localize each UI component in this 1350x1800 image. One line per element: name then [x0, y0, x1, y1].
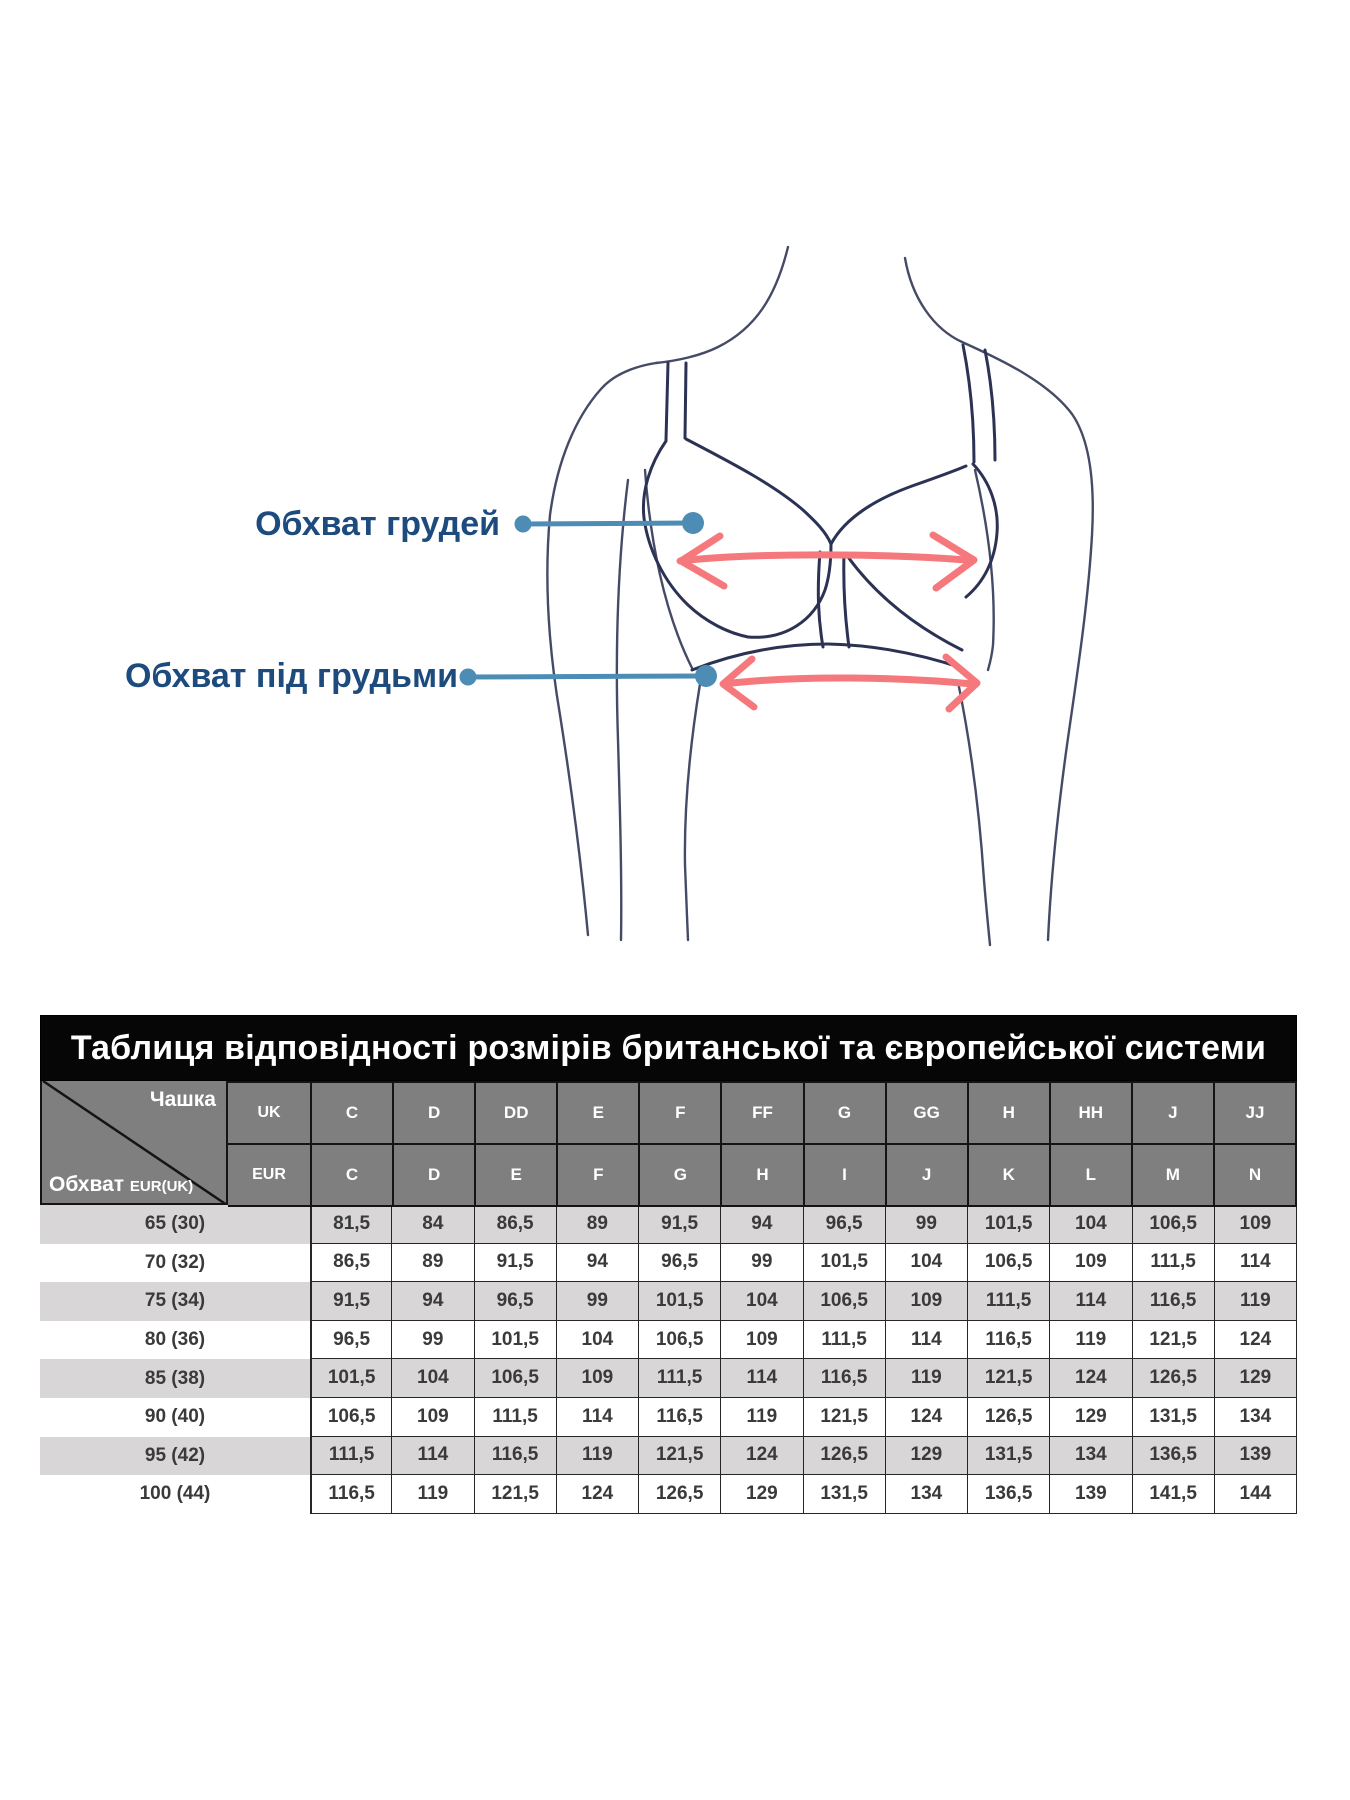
size-cell: 104: [1050, 1205, 1132, 1244]
size-cell: 114: [557, 1398, 639, 1437]
underbust-leader-line: [468, 676, 706, 677]
size-cell: 111,5: [804, 1321, 886, 1360]
table-title: Таблиця відповідності розмірів британської та європейської системи: [40, 1015, 1297, 1081]
uk-cup-cell: HH: [1051, 1083, 1133, 1145]
size-cell: 119: [721, 1398, 803, 1437]
size-cell: 111,5: [475, 1398, 557, 1437]
girth-word-sub: EUR(UK): [129, 1178, 194, 1195]
size-cell: 106,5: [475, 1359, 557, 1398]
body-side-left: [645, 470, 692, 668]
size-cell: 94: [557, 1244, 639, 1283]
corner-cell: [40, 1081, 226, 1205]
uk-cup-cell: C: [312, 1083, 394, 1145]
uk-cup-cell: F: [640, 1083, 722, 1145]
size-cell: 131,5: [1133, 1398, 1215, 1437]
size-cell: 109: [886, 1282, 968, 1321]
size-cell: 104: [721, 1282, 803, 1321]
underbust-leader-start-dot: [460, 669, 477, 686]
table-row: [40, 1205, 1297, 1244]
size-cell: 86,5: [310, 1244, 392, 1283]
uk-cup-cell: JJ: [1215, 1083, 1297, 1145]
size-cell: 104: [886, 1244, 968, 1283]
row-girth-label: 95 (42): [40, 1437, 310, 1476]
size-cell: 104: [557, 1321, 639, 1360]
size-cell: 99: [721, 1244, 803, 1283]
size-cell: 116,5: [310, 1475, 392, 1514]
size-cell: 139: [1050, 1475, 1132, 1514]
neck-right-line: [905, 258, 962, 342]
size-cell: 121,5: [475, 1475, 557, 1514]
eur-cup-cell: J: [887, 1145, 969, 1207]
size-cell: 106,5: [804, 1282, 886, 1321]
bust-leader-start-dot: [515, 516, 532, 533]
size-cell: 111,5: [1133, 1244, 1215, 1283]
size-cell: 124: [557, 1475, 639, 1514]
size-cell: 134: [1215, 1398, 1297, 1437]
waist-left-line: [685, 684, 700, 940]
size-cell: 91,5: [310, 1282, 392, 1321]
bra-strap-right: [963, 345, 995, 462]
eur-cup-cell: K: [969, 1145, 1051, 1207]
row-girth-label: 65 (30): [40, 1205, 310, 1244]
size-cell: 89: [392, 1244, 474, 1283]
row-girth-label: 100 (44): [40, 1475, 310, 1514]
size-cell: 101,5: [475, 1321, 557, 1360]
bra-strap-left: [666, 363, 686, 440]
size-cell: 129: [886, 1437, 968, 1476]
size-cell: 129: [1050, 1398, 1132, 1437]
size-cell: 136,5: [968, 1475, 1050, 1514]
size-cell: 106,5: [1133, 1205, 1215, 1244]
bra-cup-right-bottom: [848, 557, 962, 650]
size-cell: 109: [721, 1321, 803, 1360]
size-cell: 96,5: [639, 1244, 721, 1283]
table-header: [40, 1081, 1297, 1205]
size-cell: 94: [392, 1282, 474, 1321]
eur-cup-cell: H: [722, 1145, 804, 1207]
bra-underband: [692, 644, 962, 670]
size-cell: 126,5: [639, 1475, 721, 1514]
bra-gore-right: [844, 553, 849, 647]
size-cell: 126,5: [1133, 1359, 1215, 1398]
size-cell: 116,5: [968, 1321, 1050, 1360]
size-cell: 81,5: [310, 1205, 392, 1244]
size-cell: 114: [1215, 1244, 1297, 1283]
uk-cup-cell: D: [394, 1083, 476, 1145]
size-cell: 136,5: [1133, 1437, 1215, 1476]
bra-cup-left-outer: [643, 441, 748, 637]
size-cell: 109: [392, 1398, 474, 1437]
system-label-uk: UK: [228, 1083, 312, 1145]
table-row: [40, 1359, 1297, 1398]
girth-word-main: Обхват: [49, 1173, 125, 1196]
size-cell: 121,5: [804, 1398, 886, 1437]
size-cell: 124: [886, 1398, 968, 1437]
size-cell: 119: [1050, 1321, 1132, 1360]
header-grid: [226, 1081, 1297, 1205]
size-cell: 91,5: [639, 1205, 721, 1244]
uk-cup-cell: GG: [887, 1083, 969, 1145]
size-cell: 106,5: [968, 1244, 1050, 1283]
size-cell: 116,5: [1133, 1282, 1215, 1321]
row-girth-label: 80 (36): [40, 1321, 310, 1360]
bust-leader-end-dot: [682, 512, 704, 534]
eur-cup-cell: L: [1051, 1145, 1133, 1207]
size-cell: 121,5: [639, 1437, 721, 1476]
size-cell: 119: [886, 1359, 968, 1398]
uk-cup-cell: H: [969, 1083, 1051, 1145]
size-cell: 101,5: [804, 1244, 886, 1283]
size-cell: 131,5: [804, 1475, 886, 1514]
size-cell: 106,5: [310, 1398, 392, 1437]
underbust-leader-end-dot: [695, 665, 717, 687]
eur-cup-cell: E: [476, 1145, 558, 1207]
size-cell: 114: [886, 1321, 968, 1360]
size-cell: 116,5: [639, 1398, 721, 1437]
eur-cup-cell: I: [805, 1145, 887, 1207]
shoulder-arm-left: [547, 363, 656, 935]
size-cell: 99: [886, 1205, 968, 1244]
size-cell: 96,5: [804, 1205, 886, 1244]
table-row: [40, 1244, 1297, 1283]
table-body: [40, 1205, 1297, 1514]
body-side-right: [975, 470, 994, 670]
size-cell: 131,5: [968, 1437, 1050, 1476]
size-cell: 99: [392, 1321, 474, 1360]
size-cell: 119: [392, 1475, 474, 1514]
bra-cup-left-top: [686, 439, 831, 544]
size-cell: 96,5: [310, 1321, 392, 1360]
table-row: [40, 1282, 1297, 1321]
cup-corner-label: Чашка: [149, 1088, 216, 1111]
size-cell: 84: [392, 1205, 474, 1244]
size-cell: 126,5: [968, 1398, 1050, 1437]
eur-cup-cell: N: [1215, 1145, 1297, 1207]
size-cell: 101,5: [639, 1282, 721, 1321]
size-cell: 129: [1215, 1359, 1297, 1398]
eur-cup-cell: M: [1133, 1145, 1215, 1207]
size-cell: 121,5: [968, 1359, 1050, 1398]
size-cell: 121,5: [1133, 1321, 1215, 1360]
arm-inner-left: [617, 480, 628, 940]
size-cell: 89: [557, 1205, 639, 1244]
bra-cup-right-top: [831, 466, 966, 544]
waist-right-line: [958, 682, 990, 945]
size-correspondence-table: [40, 1015, 1297, 1514]
size-cell: 134: [886, 1475, 968, 1514]
girth-corner-label: [49, 1173, 193, 1197]
table-row: [40, 1475, 1297, 1514]
size-cell: 134: [1050, 1437, 1132, 1476]
size-cell: 111,5: [310, 1437, 392, 1476]
size-cell: 101,5: [310, 1359, 392, 1398]
eur-cup-cell: C: [312, 1145, 394, 1207]
size-cell: 114: [721, 1359, 803, 1398]
uk-cup-cell: DD: [476, 1083, 558, 1145]
size-cell: 86,5: [475, 1205, 557, 1244]
size-cell: 141,5: [1133, 1475, 1215, 1514]
table-row: [40, 1321, 1297, 1360]
row-girth-label: 90 (40): [40, 1398, 310, 1437]
size-cell: 96,5: [475, 1282, 557, 1321]
size-cell: 124: [1215, 1321, 1297, 1360]
row-girth-label: 70 (32): [40, 1244, 310, 1283]
size-cell: 116,5: [475, 1437, 557, 1476]
underbust-girth-label: Обхват під грудьми: [124, 657, 458, 695]
size-cell: 111,5: [968, 1282, 1050, 1321]
size-cell: 94: [721, 1205, 803, 1244]
size-cell: 114: [1050, 1282, 1132, 1321]
size-cell: 144: [1215, 1475, 1297, 1514]
size-cell: 109: [557, 1359, 639, 1398]
size-cell: 139: [1215, 1437, 1297, 1476]
size-cell: 126,5: [804, 1437, 886, 1476]
eur-cup-cell: D: [394, 1145, 476, 1207]
size-cell: 109: [1215, 1205, 1297, 1244]
size-cell: 119: [1215, 1282, 1297, 1321]
size-cell: 129: [721, 1475, 803, 1514]
size-cell: 116,5: [804, 1359, 886, 1398]
size-cell: 106,5: [639, 1321, 721, 1360]
bust-girth-label: Обхват грудей: [255, 505, 500, 543]
size-cell: 119: [557, 1437, 639, 1476]
row-girth-label: 85 (38): [40, 1359, 310, 1398]
system-label-eur: EUR: [228, 1145, 312, 1207]
size-cell: 109: [1050, 1244, 1132, 1283]
table-row: [40, 1437, 1297, 1476]
table-row: [40, 1398, 1297, 1437]
size-cell: 104: [392, 1359, 474, 1398]
eur-cup-cell: G: [640, 1145, 722, 1207]
size-cell: 101,5: [968, 1205, 1050, 1244]
row-girth-label: 75 (34): [40, 1282, 310, 1321]
bust-arrow-shaft: [680, 555, 966, 561]
uk-cup-cell: J: [1133, 1083, 1215, 1145]
neck-left-line: [656, 247, 788, 363]
size-cell: 124: [721, 1437, 803, 1476]
size-cell: 99: [557, 1282, 639, 1321]
size-cell: 114: [392, 1437, 474, 1476]
uk-cup-cell: G: [805, 1083, 887, 1145]
size-cell: 124: [1050, 1359, 1132, 1398]
uk-cup-cell: FF: [722, 1083, 804, 1145]
uk-cup-cell: E: [558, 1083, 640, 1145]
underbust-arrow-shaft: [724, 678, 973, 684]
size-cell: 111,5: [639, 1359, 721, 1398]
size-cell: 91,5: [475, 1244, 557, 1283]
bust-leader-line: [523, 523, 693, 524]
eur-cup-cell: F: [558, 1145, 640, 1207]
